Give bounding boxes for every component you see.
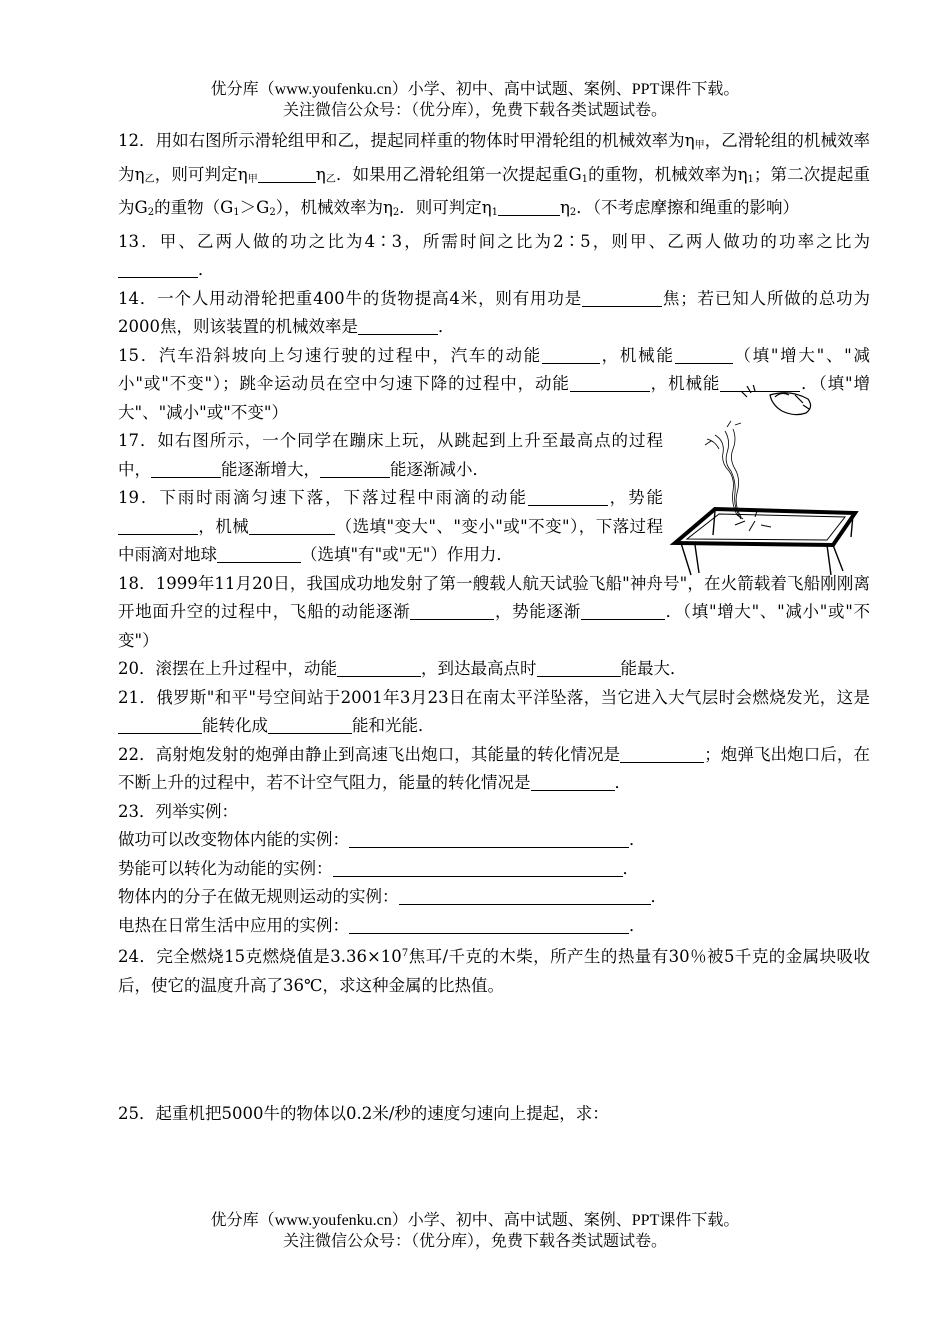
answer-blank[interactable] (582, 288, 662, 307)
question-25: 25．起重机把5000牛的物体以0.2米/秒的速度匀速向上提起，求： (118, 1104, 609, 1123)
answer-blank[interactable] (217, 544, 301, 563)
narrow-block (118, 427, 663, 570)
question-23: 23．列举实例： (118, 801, 238, 821)
example-line: 物体内的分子在做无规则运动的实例： ． (118, 887, 667, 906)
answer-blank[interactable] (498, 197, 560, 216)
answer-blank[interactable] (570, 373, 650, 392)
trampoline-illustration (665, 385, 865, 585)
answer-blank[interactable] (581, 601, 665, 620)
answer-blank[interactable] (268, 715, 352, 734)
question-13: 13．甲、乙两人做的功之比为4∶3，所需时间之比为2∶5，则甲、乙两人做功的功率之比为． (118, 231, 870, 279)
motion-trail (705, 421, 741, 519)
jumper-limbs (775, 393, 809, 409)
trampoline-mat (687, 514, 845, 540)
example-line: 电热在日常生活中应用的实例： ． (118, 915, 646, 935)
answer-space (118, 1000, 870, 1100)
answer-blank[interactable] (620, 744, 704, 763)
question-18: 18．1999年11月20日，我国成功地发射了第一艘载人航天试验飞船"神舟号"，在火箭载着飞船刚刚离开地面升空的过程中，飞船的动能逐渐 ，势能逐渐 ．（填"增大"、"减小"或"不变"） (118, 573, 870, 650)
example-line: 做功可以改变物体内能的实例： ． (118, 830, 646, 849)
question-24: 24．完全燃烧15克燃烧值是$3.36\times 10^7$焦耳/千克的木柴，所产生的热量有30％被5千克的金属块吸收后，使它的温度升高了36℃，求这种金属的比热值。 (118, 947, 870, 995)
example-line: 势能可以转化为动能的实例： ． (118, 858, 639, 878)
answer-blank[interactable] (410, 601, 494, 620)
question-12: 12．用如右图所示滑轮组甲和乙，提起同样重的物体时甲滑轮组的机械效率为$\eta_甲$，乙滑轮组的机械效率为$\eta_乙$，则可判定$\eta_甲$ $\eta_乙$．如果用乙滑轮组第一次提起重$G_1$的重物，机械效率为$\eta_1$；第二次提起重为$G_2$的重物$(G_1>G_2)$，机械效率为$\eta_2$．则可判定$\eta_1$ $\eta_2$．（不考虑摩擦和绳重的影响） (118, 131, 871, 218)
jumper-figure (741, 385, 811, 415)
footer-line-2: 关注微信公众号：（优分库），免费下载各类试题试卷。 (282, 1233, 667, 1250)
answer-blank[interactable] (531, 772, 615, 791)
page-footer (0, 1210, 950, 1252)
footer-line-1: 优分库（www.youfenku.cn）小学、初中、高中试题、案例、PPT课件下载。 (210, 1212, 740, 1229)
answer-blank[interactable] (249, 516, 335, 535)
answer-blank[interactable] (337, 658, 421, 677)
question-20: 20．滚摆在上升过程中，动能 ，到达最高点时 能最大． (118, 659, 687, 678)
exam-content (118, 127, 870, 1129)
question-21: 21．俄罗斯"和平"号空间站于2001年3月23日在南太平洋坠落，当它进入大气层时会燃烧发光，这是能转化成 能和光能． (118, 687, 870, 735)
answer-blank[interactable] (320, 459, 390, 478)
trail-line (725, 431, 741, 519)
answer-blank[interactable] (399, 886, 651, 905)
answer-blank[interactable] (349, 829, 629, 848)
answer-blank[interactable] (258, 164, 316, 183)
answer-blank[interactable] (118, 516, 198, 535)
impact-lines (735, 511, 771, 531)
question-14: 14．一个人用动滑轮把重400牛的货物提高4米，则有用功是 焦；若已知人所做的总功为2000焦，则该装置的机械效率是 ． (118, 288, 870, 336)
header-line-1: 优分库（www.youfenku.cn）小学、初中、高中试题、案例、PPT课件下载。 (210, 81, 740, 98)
page-header (0, 79, 950, 121)
header-line-2: 关注微信公众号：（优分库），免费下载各类试题试卷。 (282, 102, 667, 119)
answer-blank[interactable] (118, 715, 202, 734)
answer-blank[interactable] (333, 858, 623, 877)
answer-blank[interactable] (675, 345, 733, 364)
answer-blank[interactable] (349, 915, 629, 934)
answer-blank[interactable] (537, 658, 621, 677)
trampoline (675, 509, 855, 575)
question-19: 19．下雨时雨滴匀速下落，下落过程中雨滴的动能 ，势能，机械 （选填"变大"、"变小"或"不变"），下落过程中雨滴对地球 （选填"有"或"无"）作用力． (118, 488, 664, 564)
answer-blank[interactable] (118, 259, 198, 278)
question-15: 15．汽车沿斜坡向上匀速行驶的过程中，汽车的动能 ，机械能 （填"增大"、"减小"或"不变"）；跳伞运动员在空中匀速下降的过程中，动能 ，机械能 ．（填"增大"、"减小"或"不变"） (118, 345, 870, 422)
answer-blank[interactable] (151, 459, 221, 478)
answer-blank[interactable] (542, 345, 600, 364)
answer-blank[interactable] (358, 316, 438, 335)
answer-blank[interactable] (528, 487, 608, 506)
question-22: 22．高射炮发射的炮弹由静止到高速飞出炮口，其能量的转化情况是 ；炮弹飞出炮口后，在不断上升的过程中，若不计空气阻力，能量的转化情况是 ． (118, 744, 871, 792)
motion-lines (741, 385, 755, 397)
question-17: 17．如右图所示，一个同学在蹦床上玩，从跳起到上升至最高点的过程中， 能逐渐增大， 能逐渐减小． (118, 431, 663, 479)
